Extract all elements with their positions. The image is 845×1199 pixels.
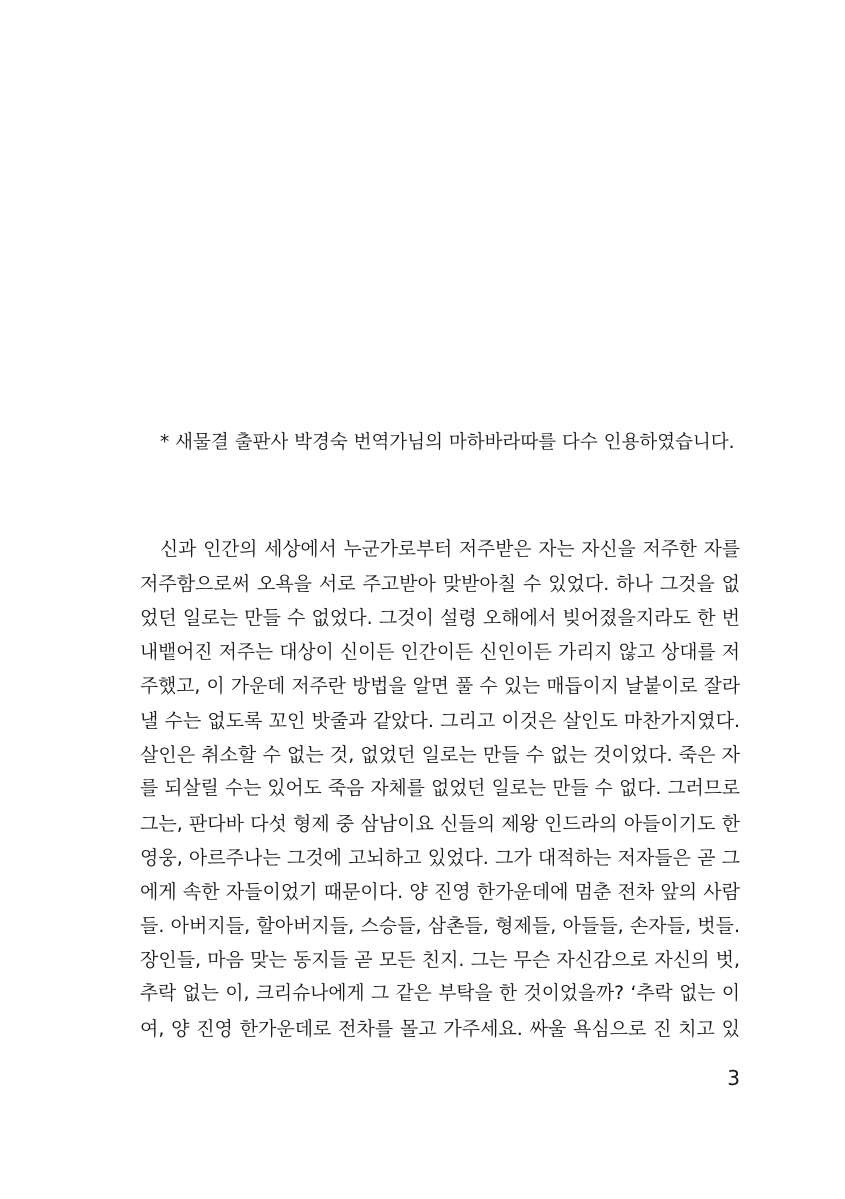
text-line: 영웅, 아르주나는 그것에 고뇌하고 있었다. 그가 대적하는 저자들은 곧 그 <box>140 846 740 869</box>
text-line: 장인들, 마음 맞는 동지들 곧 모든 친지. 그는 무슨 자신감으로 자신의 벗, <box>140 949 740 972</box>
text-line: 추락 없는 이, 크리슈나에게 그 같은 부탁을 한 것이었을까? ‘추락 없는 이 <box>140 983 740 1005</box>
citation-note: * 새물결 출판사 박경숙 번역가님의 마하바라따를 다수 인용하였습니다. <box>160 432 735 453</box>
text-line: 살인은 취소할 수 없는 것, 없었던 일로는 만들 수 없는 것이었다. 죽은 자 <box>140 744 740 767</box>
text-line: 주했고, 이 가운데 저주란 방법을 알면 풀 수 있는 매듭이지 날붙이로 잘라 <box>140 675 740 697</box>
text-line: 여, 양 진영 한가운데로 전차를 몰고 가주세요. 싸울 욕심으로 진 치고 있 <box>140 1017 740 1040</box>
text-line: 내뱉어진 저주는 대상이 신이든 인간이든 신인이든 가리지 않고 상대를 저 <box>140 641 740 663</box>
page-number: 3 <box>727 1066 740 1090</box>
text-line: 에게 속한 자들이었기 때문이다. 양 진영 한가운데에 멈춘 전차 앞의 사람 <box>140 880 740 903</box>
text-line: 낼 수는 없도록 꼬인 밧줄과 같았다. 그리고 이것은 살인도 마찬가지였다. <box>140 709 740 732</box>
body-paragraph <box>140 533 740 1046</box>
text-line: 었던 일로는 만들 수 없었다. 그것이 설령 오해에서 빚어졌을지라도 한 번 <box>140 607 740 630</box>
text-line: 들. 아버지들, 할아버지들, 스승들, 삼촌들, 형제들, 아들들, 손자들, 벗들. <box>140 915 740 938</box>
text-line: 신과 인간의 세상에서 누군가로부터 저주받은 자는 자신을 저주한 자를 <box>160 539 740 560</box>
text-line: 저주함으로써 오욕을 서로 주고받아 맞받아칠 수 있었다. 하나 그것을 없 <box>140 573 740 596</box>
text-line: 그는, 판다바 다섯 형제 중 삼남이요 신들의 제왕 인드라의 아들이기도 한 <box>140 812 740 835</box>
text-line: 를 되살릴 수는 있어도 죽음 자체를 없었던 일로는 만들 수 없다. 그러므로 <box>140 778 740 800</box>
